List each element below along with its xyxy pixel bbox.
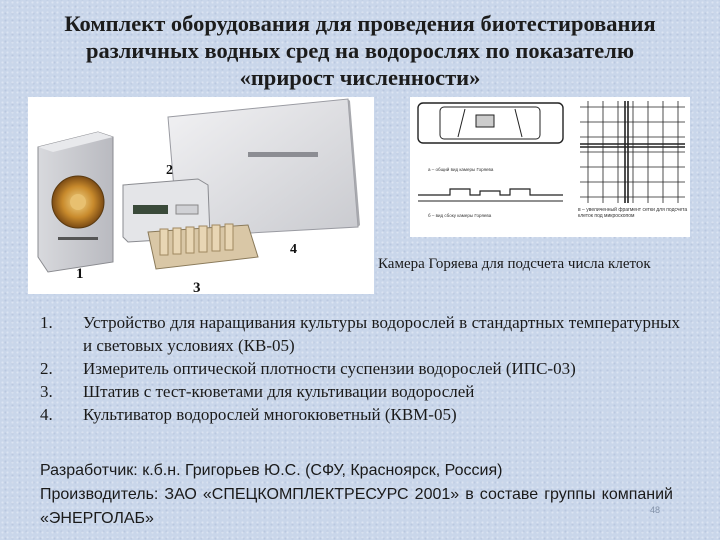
equipment-photo bbox=[28, 97, 374, 294]
diagram-caption-c: в – увеличенный фрагмент сетки для подсчета клеток под микроскопом bbox=[578, 207, 688, 219]
title-line-2: различных водных сред на водорослях по показателю bbox=[85, 38, 635, 63]
list-item bbox=[40, 403, 680, 426]
credits-block bbox=[40, 459, 673, 531]
photo-label-3: 3 bbox=[193, 280, 201, 296]
title-line-1: Комплект оборудования для проведения биотестирования bbox=[64, 11, 656, 36]
photo-label-4: 4 bbox=[290, 242, 297, 257]
list-item-text: Культиватор водорослей многокюветный (КВМ-05) bbox=[83, 405, 457, 424]
list-item-number: 3. bbox=[40, 382, 53, 401]
slide-title bbox=[20, 10, 700, 91]
list-item-text: Штатив с тест-кюветами для культивации водорослей bbox=[83, 382, 475, 401]
list-item-text: Измеритель оптической плотности суспензии водорослей (ИПС-03) bbox=[83, 359, 576, 378]
list-item bbox=[40, 311, 680, 357]
photo-label-2: 2 bbox=[166, 163, 173, 178]
list-item-number: 1. bbox=[40, 313, 53, 332]
diagram-caption-b: б – вид сбоку камеры Горяева bbox=[428, 213, 492, 218]
photo-label-1: 1 bbox=[76, 266, 84, 282]
developer-line: Разработчик: к.б.н. Григорьев Ю.С. (СФУ, Красноярск, Россия) bbox=[40, 462, 503, 479]
goryaev-chamber-diagram bbox=[410, 97, 690, 237]
list-item-text: Устройство для наращивания культуры водорослей в стандартных температурных и световых условиях (КВ-05) bbox=[83, 313, 680, 355]
diagram-caption-a: а – общий вид камеры Горяева bbox=[428, 167, 494, 172]
manufacturer-line: Производитель: ЗАО «СПЕЦКОМПЛЕКТРЕСУРС 2001» в составе группы компаний «ЭНЕРГОЛАБ» bbox=[40, 486, 673, 527]
page-number: 48 bbox=[650, 505, 661, 515]
list-item bbox=[40, 380, 680, 403]
list-item-number: 2. bbox=[40, 359, 53, 378]
equipment-list bbox=[40, 311, 680, 426]
list-item-number: 4. bbox=[40, 405, 53, 424]
title-line-3: «прирост численности» bbox=[239, 65, 481, 90]
list-item bbox=[40, 357, 680, 380]
chamber-caption: Камера Горяева для подсчета числа клеток bbox=[378, 256, 651, 272]
